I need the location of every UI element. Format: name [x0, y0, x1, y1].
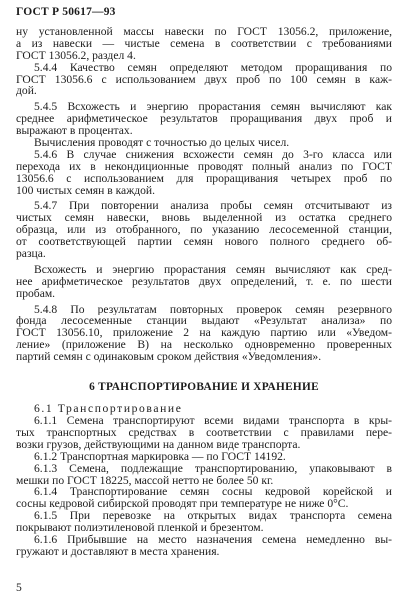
- paragraph-6-1-2: [16, 451, 392, 463]
- text-line: 100 чистых семян в каждой.: [16, 184, 156, 197]
- paragraph-6-1-5: [16, 510, 392, 534]
- text-line: а из навески — чистые семена в соответствии с требованиями: [16, 37, 392, 50]
- section-heading: 6 ТРАНСПОРТИРОВАНИЕ И ХРАНЕНИЕ: [89, 381, 319, 394]
- text-line: от соответствующей партии семян нового полного среднего об-: [16, 236, 392, 249]
- text-line: 6.1.6 Прибывшие на место назначения семена немедленно вы-: [34, 533, 392, 546]
- text-line: 6.1.1 Семена транспортируют всеми видами транспорта в кры-: [34, 415, 392, 427]
- text-line: 5.4.5 Всхожесть и энергию прорастания семян вычисляют как: [34, 101, 392, 114]
- paragraph-6-1-6: [16, 534, 392, 558]
- paragraph-6-1-1: [16, 415, 392, 451]
- text-line: Всхожесть и энергию прорастания семян вычисляют как сред-: [34, 263, 392, 276]
- text-line: 5.4.7 При повторении анализа пробы семян отсчитывают из: [34, 200, 392, 213]
- page-number: 5: [16, 581, 22, 594]
- text-line: ГОСТ 13056.2, раздел 4.: [16, 49, 136, 62]
- text-line: нее арифметическое результатов двух определений, т. е. по шести: [16, 275, 392, 288]
- paragraph-calculation-note: [16, 137, 392, 149]
- paragraph-5-4-5: [16, 101, 392, 137]
- text-line: ление» (приложение В) на несколько одновременно проверенных: [16, 339, 392, 352]
- text-line: разца.: [16, 248, 46, 260]
- paragraph-5-4-8: [16, 304, 392, 363]
- text-line: перехода их в некондиционные проводят полный анализ по ГОСТ: [16, 160, 392, 173]
- text-line: 6.1.3 Семена, подлежащие транспортированию, упаковывают в: [34, 462, 392, 475]
- text-line: 6.1.2 Транспортная маркировка — по ГОСТ 14192.: [34, 450, 286, 463]
- paragraph-5-4-4: [16, 62, 392, 98]
- paragraph-intro: [16, 26, 392, 62]
- paragraph-6-1-4: [16, 486, 392, 510]
- text-line: выражают в процентах.: [16, 125, 133, 138]
- paragraph-germination-calc: [16, 264, 392, 300]
- text-line: 13056.6 с использованием для проращивания четырех проб по: [16, 172, 392, 185]
- text-line: партий семян с одинаковым сроком действия «Уведомления».: [16, 351, 322, 364]
- paragraph-5-4-6: [16, 149, 392, 197]
- text-line: возки грузов, действующими на данном виде транспорта.: [16, 438, 301, 451]
- text-line: 5.4.4 Качество семян определяют методом проращивания по: [34, 61, 392, 74]
- text-line: ГОСТ 13056.10, приложение 2 на каждую партию или «Уведом-: [16, 327, 392, 340]
- text-line: среднее арифметическое результатов проращивания двух проб и: [16, 113, 392, 126]
- text-line: мешки по ГОСТ 18225, массой нетто не более 50 кг.: [16, 474, 274, 487]
- text-line: тых транспортных средствах в соответствии с правилами пере-: [16, 426, 392, 439]
- text-line: образца, или из отобранного, по указанию лесосеменной станции,: [16, 224, 392, 237]
- text-line: 6.1.4 Транспортирование семян сосны кедровой корейской и: [34, 486, 392, 499]
- subsection-heading: 6.1 Транспортирование: [34, 402, 183, 416]
- text-line: 5.4.6 В случае снижения всхожести семян до 3-го класса или: [34, 148, 392, 161]
- paragraph-6-1-3: [16, 463, 392, 487]
- text-line: покрывают полиэтиленовой пленкой и брезентом.: [16, 522, 264, 534]
- text-line: фонда лесосеменные станции выдают «Результат анализа» по: [16, 315, 392, 328]
- text-line: Вычисления проводят с точностью до целых чисел.: [34, 137, 290, 149]
- text-line: сосны кедровой сибирской проводят при температуре не ниже 0°С.: [16, 498, 349, 511]
- paragraph-5-4-7: [16, 200, 392, 259]
- text-line: 6.1.5 При перевозке на открытых видах транспорта семена: [34, 510, 392, 523]
- text-line: дой.: [16, 85, 37, 98]
- text-line: пробам.: [16, 287, 56, 300]
- text-line: ну установленной массы навески по ГОСТ 13056.2, приложение,: [16, 26, 392, 38]
- document-body: [16, 26, 392, 558]
- text-line: ГОСТ 13056.6 с использованием двух проб по 100 семян в кaж-: [16, 73, 392, 86]
- text-line: гружают и доставляют в места хранения.: [16, 545, 220, 558]
- text-line: чистых семян навески, вновь выделенной из остатка среднего: [16, 212, 392, 225]
- text-line: 5.4.8 По результатам повторных проверок семян резервного: [34, 303, 392, 316]
- running-header: ГОСТ Р 50617—93: [16, 6, 116, 18]
